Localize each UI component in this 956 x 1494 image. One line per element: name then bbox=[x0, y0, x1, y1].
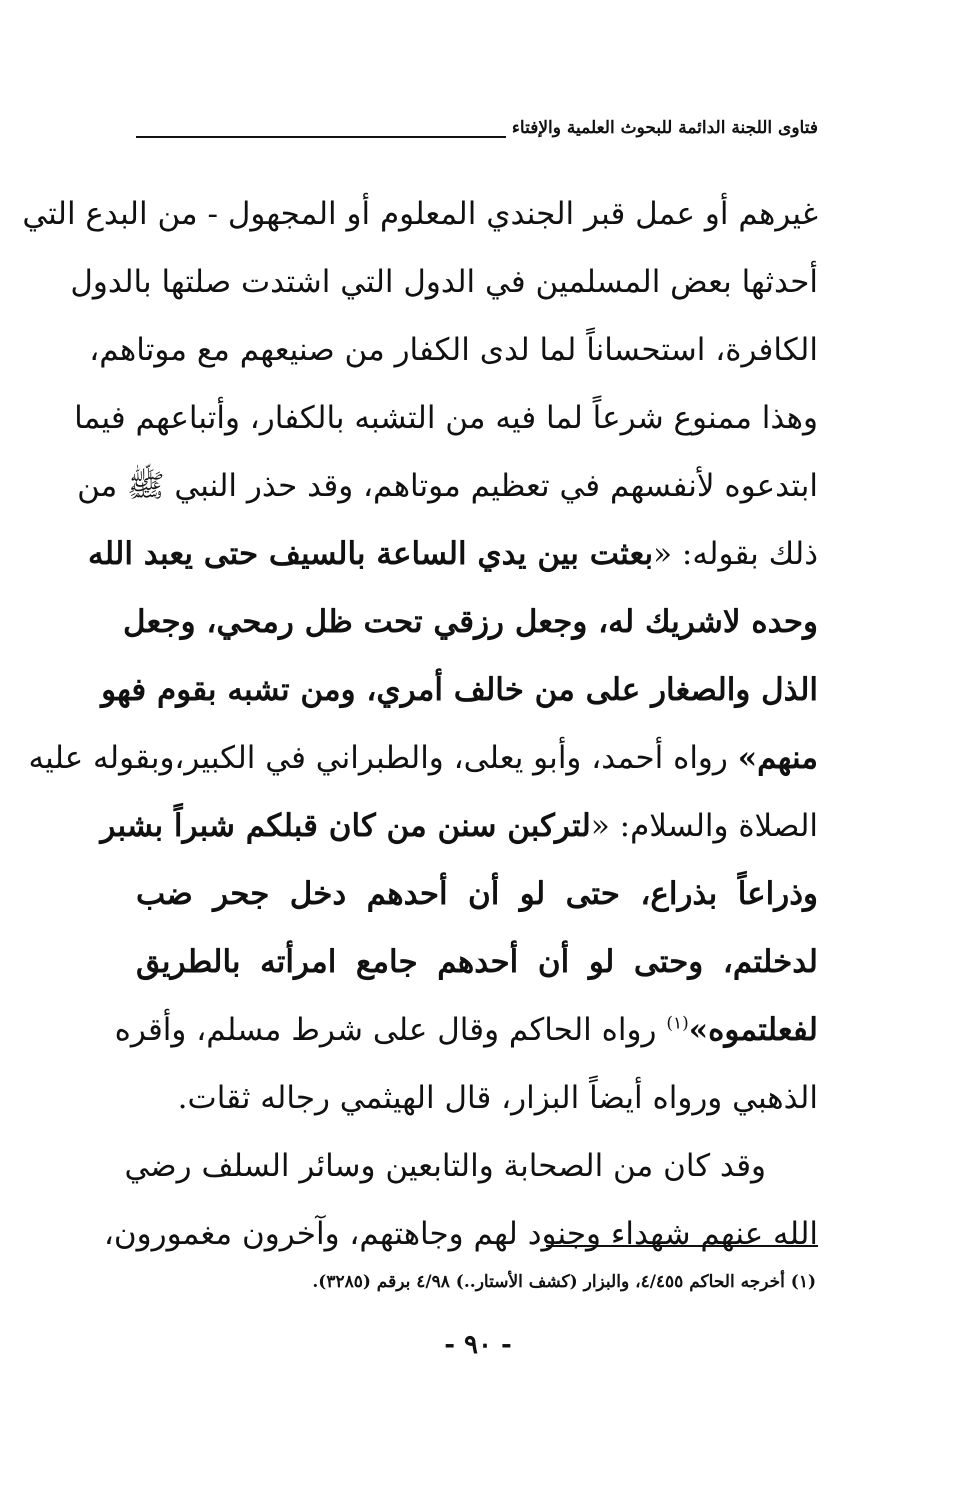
footnote-marker: (١) bbox=[666, 1013, 689, 1034]
running-header bbox=[136, 118, 818, 148]
text-line-8: الذل والصغار على من خالف أمري، ومن تشبه بقوم فهو bbox=[101, 672, 818, 708]
text-line-2: أحدثها بعض المسلمين في الدول التي اشتدت صلتها بالدول bbox=[70, 264, 818, 300]
text-line-11: وذراعاً بذراع، حتى لو أن أحدهم دخل جحر ضب bbox=[136, 876, 818, 912]
text-line-7: وحده لاشريك له، وجعل رزقي تحت ظل رمحي، وجعل bbox=[123, 604, 818, 640]
text-line-16: الله عنهم شهداء وجنود لهم وجاهتهم، وآخرون مغمورون، bbox=[103, 1216, 818, 1252]
text-line-13: لفعلتموه»$^{(١)}$ رواه الحاكم وقال على شرط مسلم، وأقره bbox=[114, 1012, 818, 1048]
page-number: - ٩٠ - bbox=[444, 1330, 512, 1360]
text-line-1: غيرهم أو عمل قبر الجندي المعلوم أو المجهول - من البدع التي bbox=[22, 196, 818, 232]
text-line-12: لدخلتم، وحتى لو أن أحدهم جامع امرأته بالطريق bbox=[136, 944, 818, 980]
text-line-5: ابتدعوه لأنفسهم في تعظيم موتاهم، وقد حذر النبي ﷺ من bbox=[77, 468, 818, 504]
header-title: فتاوى اللجنة الدائمة للبحوث العلمية والإفتاء bbox=[506, 118, 818, 138]
hadith-text: منهم» bbox=[737, 740, 818, 776]
main-text bbox=[22, 180, 818, 1268]
hadith-text: بعثت بين يدي الساعة بالسيف حتى يعبد الله bbox=[88, 536, 654, 572]
text-line-15: وقد كان من الصحابة والتابعين وسائر السلف رضي bbox=[124, 1148, 766, 1184]
text-line-14: الذهبي ورواه أيضاً البزار، قال الهيثمي رجاله ثقات. bbox=[177, 1080, 818, 1116]
hadith-text: لتركبن سنن من كان قبلكم شبراً بشبر bbox=[100, 808, 591, 844]
text-line-6: ذلك بقوله: «بعثت بين يدي الساعة بالسيف حتى يعبد الله bbox=[88, 536, 818, 572]
footnote-rule bbox=[546, 1245, 818, 1247]
text-line-4: وهذا ممنوع شرعاً لما فيه من التشبه بالكفار، وأتباعهم فيما bbox=[74, 400, 818, 436]
hadith-text: لفعلتموه» bbox=[688, 1012, 818, 1048]
text-line-3: الكافرة، استحساناً لما لدى الكفار من صنيعهم مع موتاهم، bbox=[89, 332, 818, 368]
text-line-10: الصلاة والسلام: «لتركبن سنن من كان قبلكم شبراً بشبر bbox=[100, 808, 818, 844]
footnote: (١) أخرجه الحاكم ٤/٤٥٥، والبزار (كشف الأستار..) ٤/٩٨ برقم (٣٢٨٥). bbox=[312, 1272, 816, 1292]
text-line-9: منهم» رواه أحمد، وأبو يعلى، والطبراني في الكبير،وبقوله عليه bbox=[28, 740, 818, 776]
